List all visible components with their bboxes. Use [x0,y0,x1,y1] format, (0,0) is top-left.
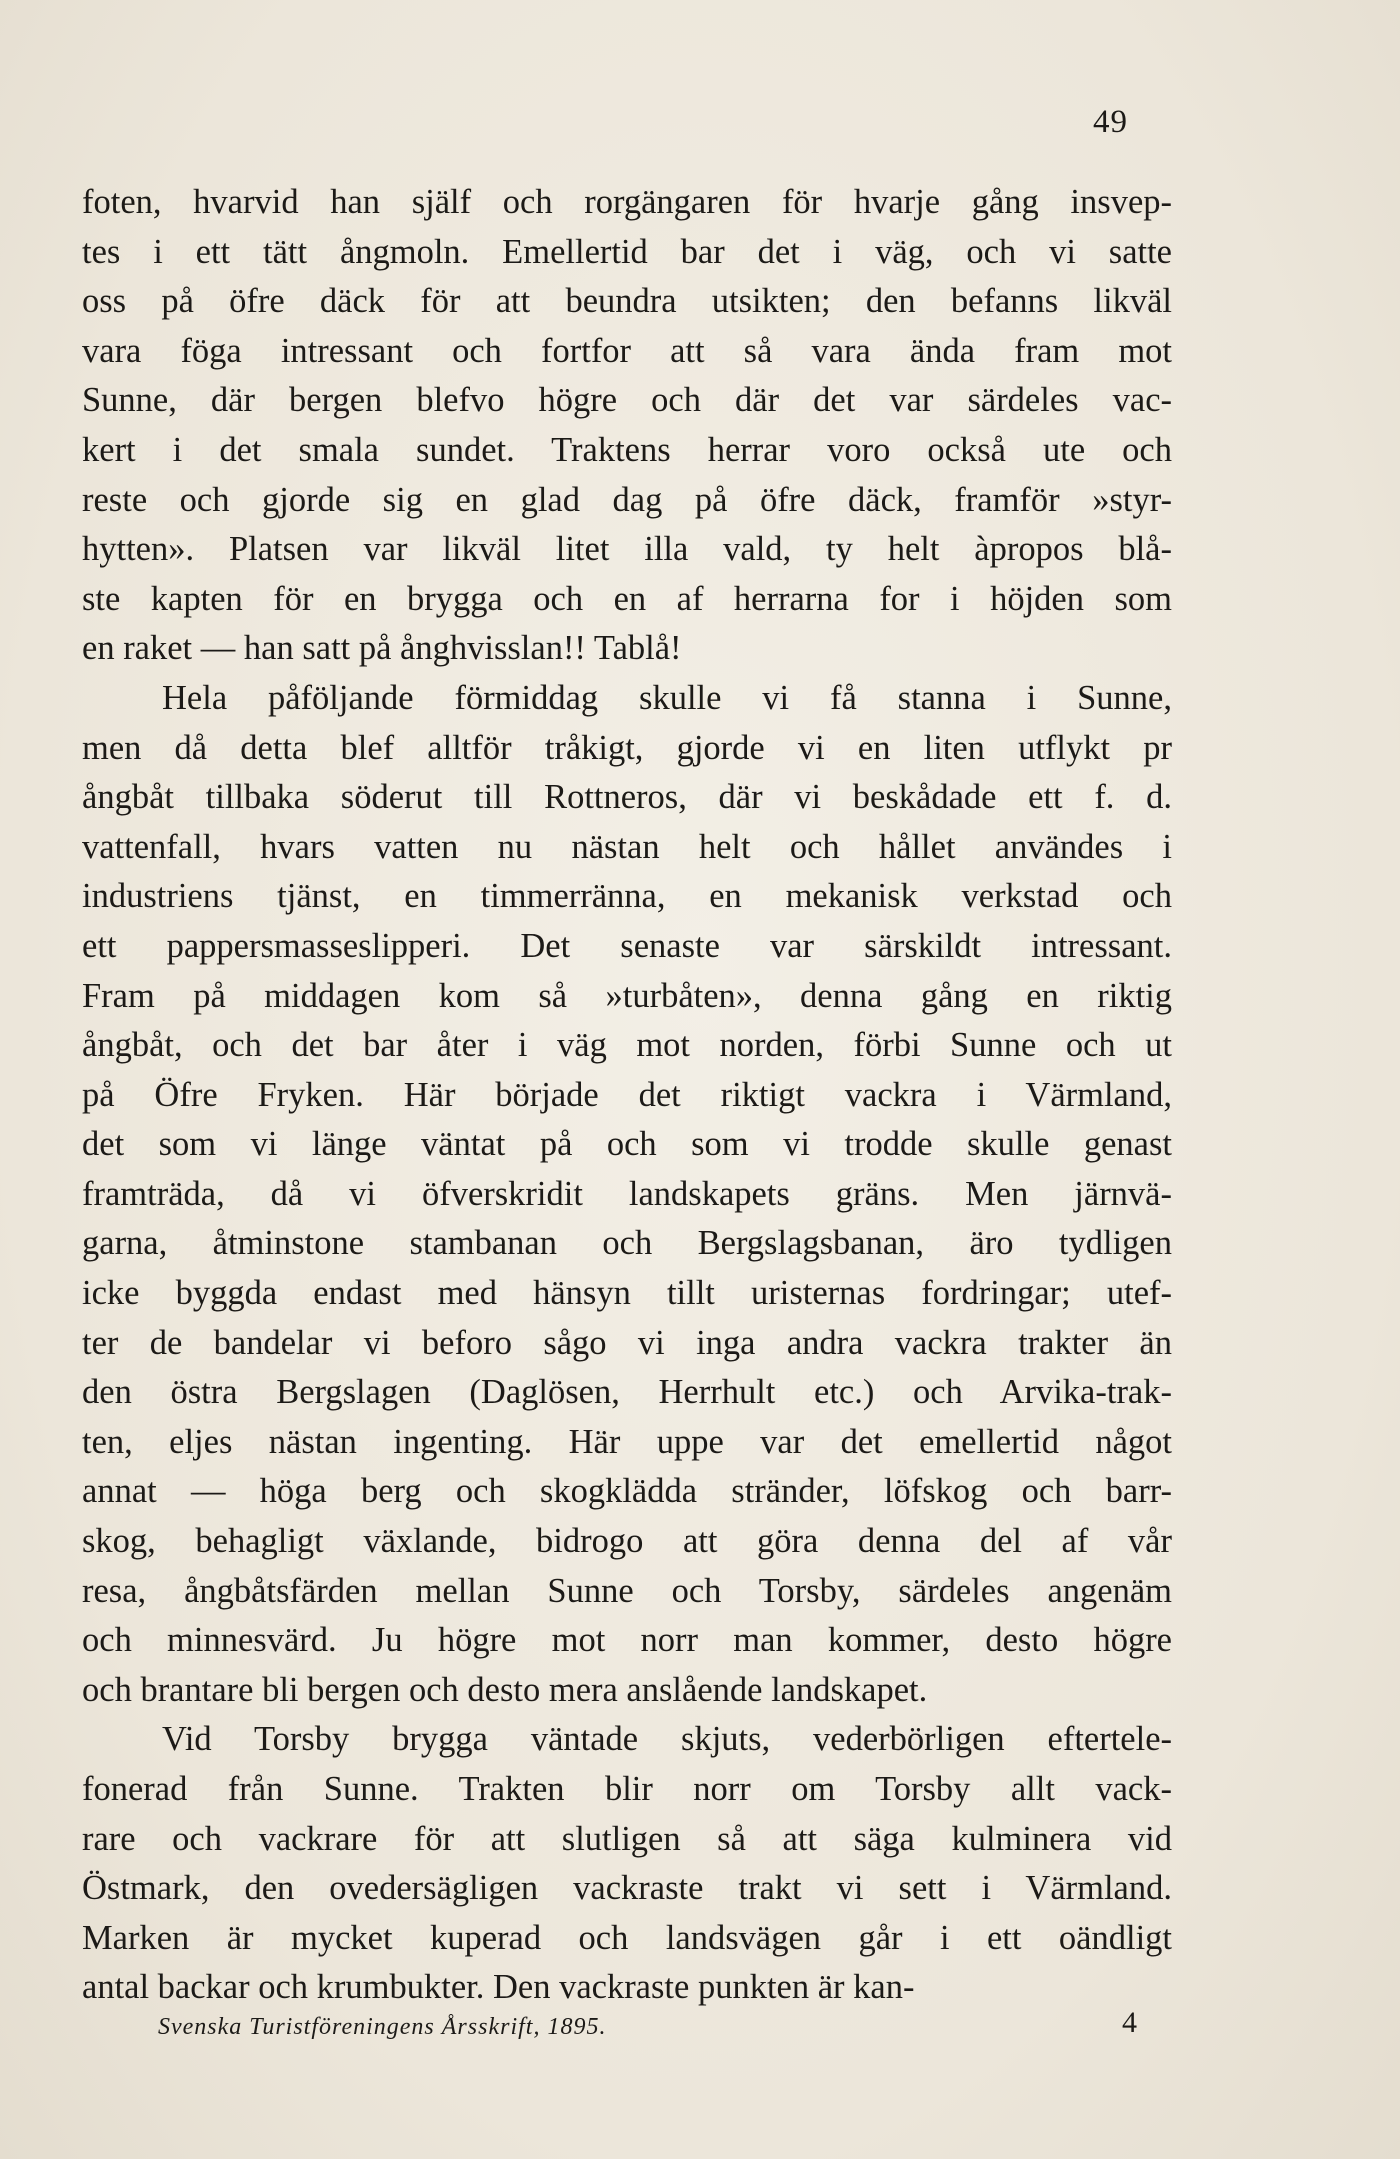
text-line: en raket — han satt på ånghvisslan!! Tablå! [82,629,682,668]
text-line: Marken är mycket kuperad och landsvägen går i ett oändligt [82,1918,1172,1957]
text-line: Fram på middagen kom så »turbåten», denna gång en riktig [82,976,1172,1015]
text-line: tes i ett tätt ångmoln. Emellertid bar det i väg, och vi satte [82,232,1172,271]
text-line: på Öfre Fryken. Här började det riktigt vackra i Värmland, [82,1075,1172,1114]
text-line: Vid Torsby brygga väntade skjuts, vederbörligen eftertele- [162,1720,1172,1759]
text-line: annat — höga berg och skogklädda stränder, löfskog och barr- [82,1472,1172,1511]
text-line: skog, behagligt växlande, bidrogo att göra denna del af vår [82,1522,1172,1561]
text-line: foten, hvarvid han själf och rorgängaren för hvarje gång insvep- [82,183,1172,221]
text-line: reste och gjorde sig en glad dag på öfre däck, framför »styr- [82,480,1172,519]
text-line: Östmark, den ovedersägligen vackraste trakt vi sett i Värmland. [82,1869,1172,1908]
page-number: 49 [1093,104,1128,140]
text-line: resa, ångbåtsfärden mellan Sunne och Torsby, särdeles angenäm [82,1571,1172,1610]
text-line: det som vi länge väntat på och som vi trodde skulle genast [82,1125,1172,1164]
text-line: vara föga intressant och fortfor att så vara ända fram mot [82,331,1172,370]
text-line: rare och vackrare för att slutligen så att säga kulminera vid [82,1819,1172,1858]
text-line: ter de bandelar vi beforo sågo vi inga andra vackra trakter än [82,1323,1172,1362]
text-line: ste kapten för en brygga och en af herrarna for i höjden som [82,579,1172,618]
footer-signature: 4 [1122,2006,1137,2039]
text-line: och minnesvärd. Ju högre mot norr man kommer, desto högre [82,1621,1172,1660]
text-line: och brantare bli bergen och desto mera anslående landskapet. [82,1670,928,1709]
text-line: vattenfall, hvars vatten nu nästan helt och hållet användes i [82,827,1172,866]
text-line: garna, åtminstone stambanan och Bergslagsbanan, äro tydligen [82,1224,1172,1263]
text-line: Sunne, där bergen blefvo högre och där det var särdeles vac- [82,381,1172,420]
text-line: antal backar och krumbukter. Den vackraste punkten är kan- [82,1968,915,2007]
text-line: framträda, då vi öfverskridit landskapets gräns. Men järnvä- [82,1174,1172,1213]
text-line: hytten». Platsen var likväl litet illa vald, ty helt àpropos blå- [82,530,1172,569]
text-line: icke byggda endast med hänsyn tillt uristernas fordringar; utef- [82,1274,1172,1313]
body-text [82,178,1172,2013]
text-line: ångbåt tillbaka söderut till Rottneros, där vi beskådade ett f. d. [82,778,1172,817]
text-line: den östra Bergslagen (Daglösen, Herrhult etc.) och Arvika-trak- [82,1373,1172,1412]
text-line: ångbåt, och det bar åter i väg mot norden, förbi Sunne och ut [82,1026,1172,1065]
text-line: ten, eljes nästan ingenting. Här uppe var det emellertid något [82,1422,1172,1461]
text-line: men då detta blef alltför tråkigt, gjorde vi en liten utflykt pr [82,728,1172,767]
text-line: oss på öfre däck för att beundra utsikten; den befanns likväl [82,282,1172,321]
text-line: fonerad från Sunne. Trakten blir norr om Torsby allt vack- [82,1770,1172,1808]
text-line: ett pappersmasseslipperi. Det senaste var särskildt intressant. [82,926,1172,965]
footer-publication: Svenska Turistföreningens Årsskrift, 1895. [158,2014,607,2040]
text-line: kert i det smala sundet. Traktens herrar voro också ute och [82,430,1172,469]
text-line: Hela påföljande förmiddag skulle vi få stanna i Sunne, [162,678,1172,717]
text-line: industriens tjänst, en timmerränna, en mekanisk verkstad och [82,877,1172,916]
